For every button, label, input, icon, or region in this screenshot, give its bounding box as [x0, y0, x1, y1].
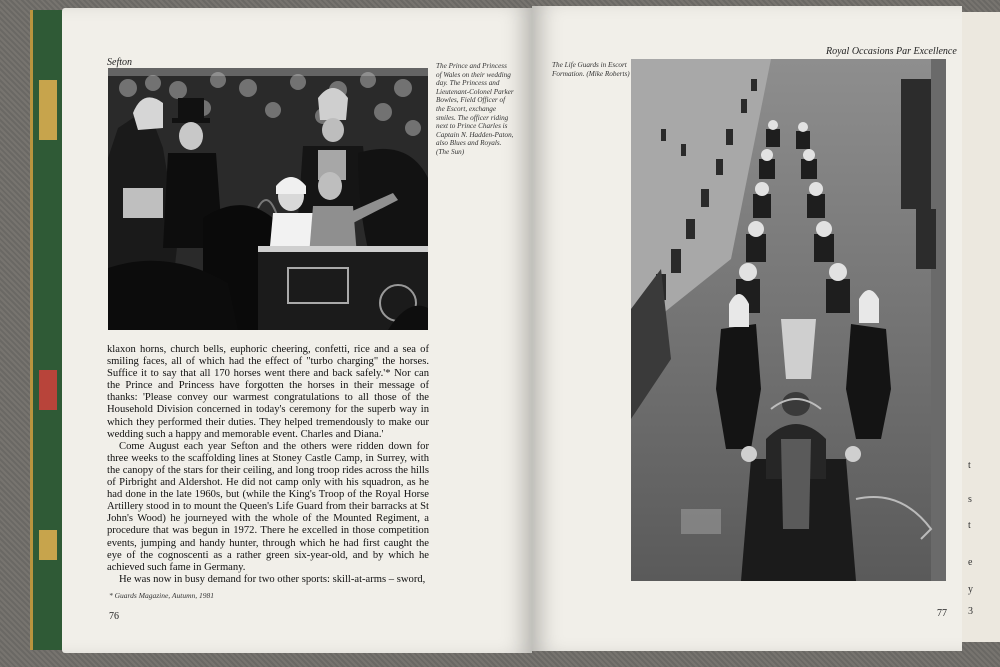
- cover-decoration: [39, 370, 57, 410]
- body-text: [107, 344, 429, 586]
- cover-decoration: [39, 80, 57, 140]
- page-number-left: 76: [109, 611, 119, 622]
- photo-caption-left: The Prince and Princess of Wales on their wedding day. The Princess and Lieutenant-Colonel Parker Bowles, Field Officer of the Escort, exchange smiles. The officer riding next to Prince Charles is Captain N. Hadden-Paton, also Blues and Royals. (The Sun): [436, 62, 514, 156]
- cover-decoration: [39, 530, 57, 560]
- book-cover-spine: [30, 10, 63, 650]
- paragraph: Come August each year Sefton and the others were ridden down for three weeks to the scaffolding lines at Stoney Castle Camp, in Surrey, with the canopy of the stars for their ceiling, and long troop rides across the hills of Pirbright and Aldershot. He did not camp only with his squadron, as he had done in the late 1960s, but (while the King's Troop of the Royal Horse Artillery stood in to mount the Queen's Life Guard from their barracks at St John's Wood) he journeyed with the whole of the Mounted Regiment, a procedure that was begun in 1972. There he excelled in those competition events, jumping and handy hunter, through which he had first caught the eye of the cognoscenti as a rather green six-year-old, and by which he achieved such fame in Germany.: [107, 440, 429, 573]
- wedding-carriage-photo: [108, 68, 428, 330]
- right-page: [532, 6, 962, 651]
- next-page-fragment: y: [968, 584, 973, 595]
- next-page-edge: [960, 12, 1000, 642]
- left-page: [62, 8, 532, 653]
- paragraph: He was now in busy demand for two other sports: skill-at-arms – sword,: [119, 573, 426, 585]
- page-number-right: 77: [937, 608, 947, 619]
- next-page-fragment: s: [968, 494, 972, 505]
- next-page-fragment: 3: [968, 606, 973, 617]
- next-page-fragment: t: [968, 520, 971, 531]
- running-head-left: Sefton: [107, 57, 132, 68]
- footnote: * Guards Magazine, Autumn, 1981: [109, 591, 214, 600]
- next-page-fragment: e: [968, 557, 973, 568]
- running-head-right: Royal Occasions Par Excellence: [826, 46, 957, 57]
- paragraph: klaxon horns, church bells, euphoric cheering, confetti, rice and a sea of smiling faces, all of which had the effect of "turbo charging" the horses. Suffice it to say that all 170 horses went there and back safely.'* Nor can the Prince and Princess have forgotten the horses in their message of thanks: 'Please convey our warmest congratulations to all those of the Household Division concerned in today's ceremony for the superb way in which they performed their duties. They helped tremendously to make our wedding such a happy and memorable event. Charles and Diana.': [107, 344, 429, 440]
- photo-caption-right: The Life Guards in Escort Formation. (Mike Roberts): [552, 61, 630, 78]
- life-guards-escort-photo: [631, 59, 946, 581]
- next-page-fragment: t: [968, 460, 971, 471]
